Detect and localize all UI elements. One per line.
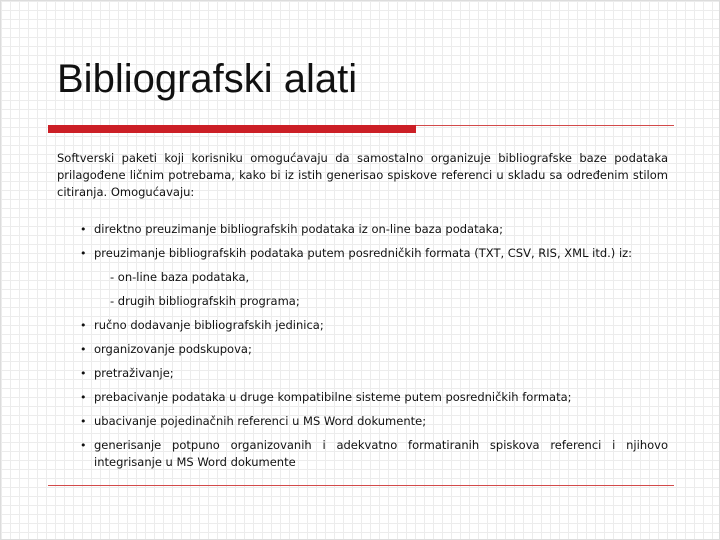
bullet-item: • direktno preuzimanje bibliografskih podataka iz on-line baza podataka; (57, 221, 668, 238)
title-accent-bar (48, 125, 416, 133)
bullet-item: • ručno dodavanje bibliografskih jedinica; (57, 317, 668, 334)
slide-title: Bibliografski alati (57, 57, 358, 101)
bottom-rule (48, 485, 674, 486)
bullet-item: • organizovanje podskupova; (57, 341, 668, 358)
bullet-item: • generisanje potpuno organizovanih i adekvatno formatiranih spiskova referenci i njihovo integrisanje u MS Word dokumente (57, 437, 668, 471)
sub-item: - on-line baza podataka, (110, 270, 250, 284)
bullet-item: • preuzimanje bibliografskih podataka putem posredničkih formata (TXT, CSV, RIS, XML itd.) iz: (57, 245, 668, 262)
bullet-item: • pretraživanje; (57, 365, 668, 382)
sub-item: - drugih bibliografskih programa; (110, 294, 300, 308)
bullet-item: • prebacivanje podataka u druge kompatibilne sisteme putem posredničkih formata; (57, 389, 668, 406)
bullet-item: • ubacivanje pojedinačnih referenci u MS Word dokumente; (57, 413, 668, 430)
title-rule (416, 125, 674, 126)
intro-paragraph: Softverski paketi koji korisniku omogućavaju da samostalno organizuje bibliografske baze podataka prilagođene ličnim potrebama, kako bi iz istih generisao spiskove referenci u skladu sa određenim stilom citiranja. Omogućavaju: (57, 151, 668, 199)
bullet-list (57, 221, 668, 478)
